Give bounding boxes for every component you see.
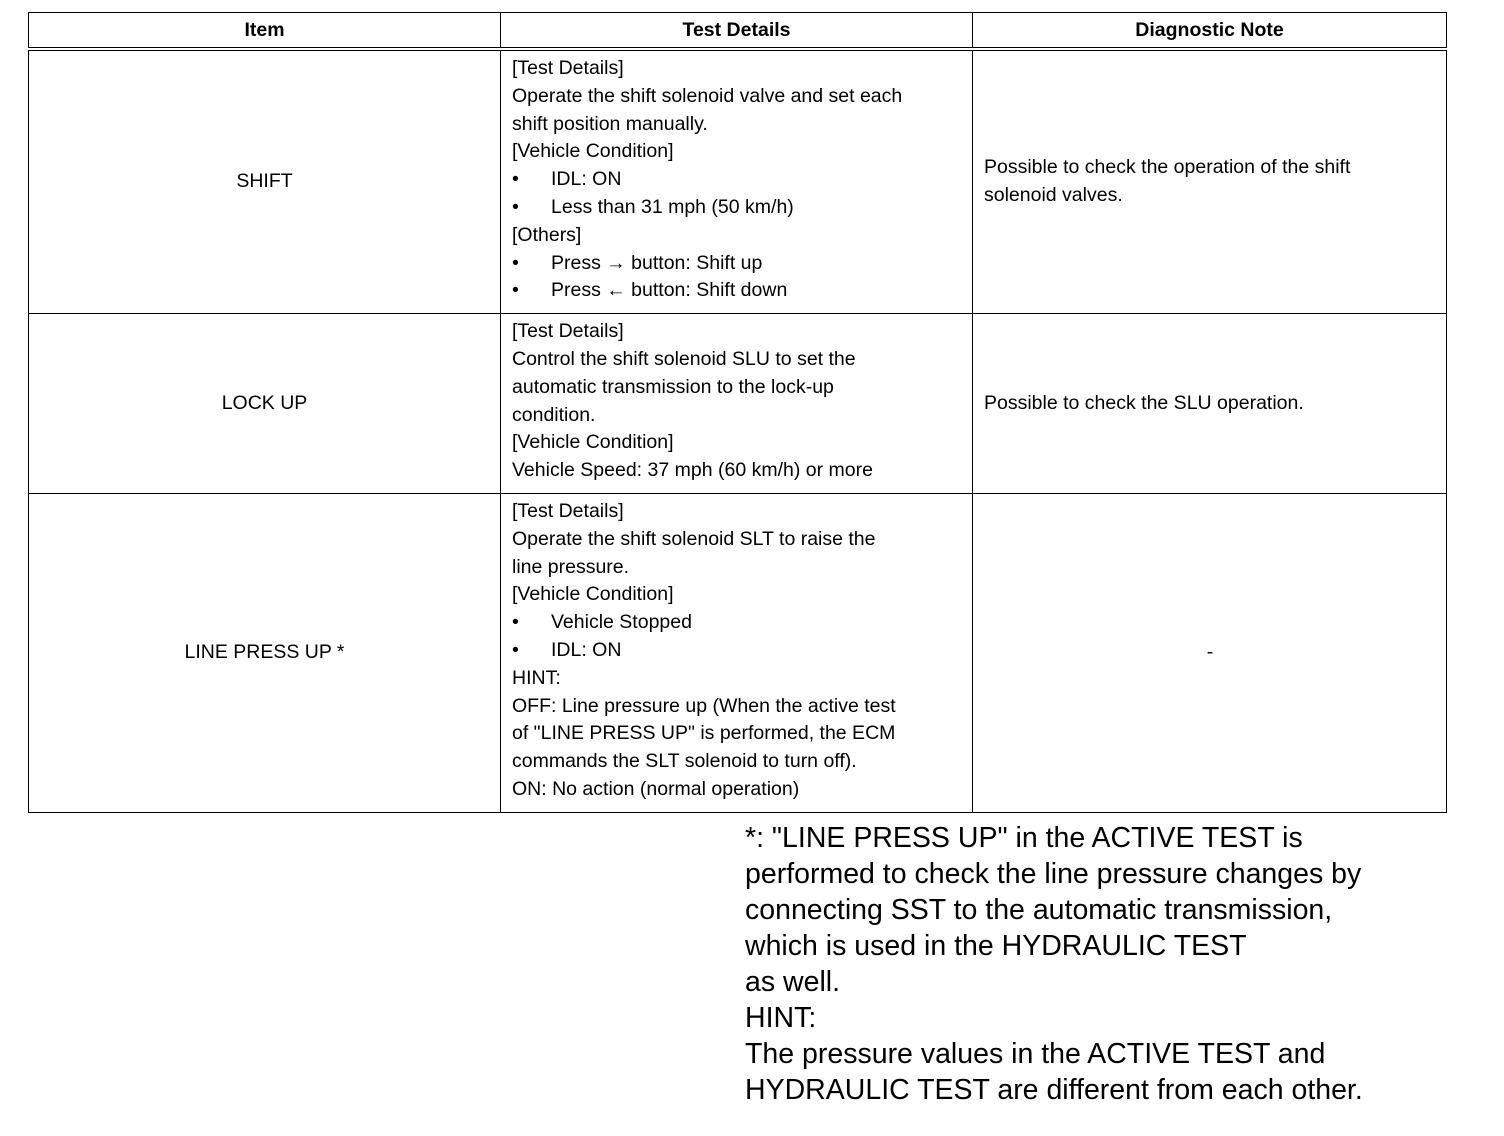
footnote-line: which is used in the HYDRAULIC TEST [745, 930, 1247, 962]
note-cell-lock-up [973, 314, 1447, 494]
note-text: - [1206, 640, 1214, 663]
test-details-text: shift position manually. [512, 112, 708, 135]
footnote-line: HYDRAULIC TEST are different from each other. [745, 1074, 1363, 1106]
test-details-text: automatic transmission to the lock-up [512, 375, 834, 398]
hint-text: of "LINE PRESS UP" is performed, the ECM [512, 722, 896, 745]
vehicle-condition-text: Vehicle Speed: 37 mph (60 km/h) or more [512, 459, 873, 482]
table-row [29, 314, 1447, 494]
vehicle-condition-bullet: • Less than 31 mph (50 km/h) [512, 194, 964, 222]
test-details-text: condition. [512, 403, 596, 426]
vehicle-condition-bullet: • IDL: ON [512, 166, 964, 194]
header-diagnostic-note: Diagnostic Note [973, 13, 1447, 50]
test-details-heading: [Test Details] [512, 499, 624, 522]
table-header-row [29, 13, 1447, 50]
details-cell-shift [501, 49, 973, 314]
others-heading: [Others] [512, 223, 582, 246]
others-bullet: • Press → button: Shift up [512, 250, 964, 278]
item-cell-shift: SHIFT [29, 49, 501, 314]
note-cell-shift [973, 49, 1447, 314]
note-text: solenoid valves. [984, 184, 1123, 207]
test-details-text: Operate the shift solenoid valve and set each [512, 84, 903, 107]
header-test-details: Test Details [501, 13, 973, 50]
vehicle-condition-heading: [Vehicle Condition] [512, 431, 674, 454]
details-cell-line-press-up [501, 493, 973, 812]
test-details-text: line pressure. [512, 555, 630, 578]
footnote-line: connecting SST to the automatic transmission, [745, 894, 1333, 926]
table-row [29, 493, 1447, 812]
test-details-heading: [Test Details] [512, 57, 624, 79]
vehicle-condition-bullet: • IDL: ON [512, 637, 964, 665]
note-cell-line-press-up [973, 493, 1447, 812]
item-cell-line-press-up: LINE PRESS UP * [29, 493, 501, 812]
footnote [745, 820, 1465, 1108]
header-item: Item [29, 13, 501, 50]
vehicle-condition-heading: [Vehicle Condition] [512, 140, 674, 163]
details-cell-lock-up [501, 314, 973, 494]
footnote-hint-heading: HINT: [745, 1002, 817, 1034]
hint-text: commands the SLT solenoid to turn off). [512, 750, 857, 773]
vehicle-condition-heading: [Vehicle Condition] [512, 583, 674, 606]
footnote-line: performed to check the line pressure changes by [745, 858, 1362, 890]
others-bullet: • Press ← button: Shift down [512, 277, 964, 305]
hint-heading: HINT: [512, 666, 561, 689]
test-details-heading: [Test Details] [512, 320, 624, 343]
item-cell-lock-up: LOCK UP [29, 314, 501, 494]
hint-text: ON: No action (normal operation) [512, 777, 800, 800]
footnote-line: The pressure values in the ACTIVE TEST and [745, 1038, 1326, 1070]
test-details-text: Control the shift solenoid SLU to set the [512, 347, 856, 370]
vehicle-condition-bullet: • Vehicle Stopped [512, 609, 964, 637]
hint-text: OFF: Line pressure up (When the active test [512, 694, 896, 717]
note-text: Possible to check the SLU operation. [984, 391, 1304, 414]
footnote-line: *: "LINE PRESS UP" in the ACTIVE TEST is [745, 822, 1303, 854]
table-row [29, 49, 1447, 314]
active-test-table [28, 12, 1447, 813]
test-details-text: Operate the shift solenoid SLT to raise the [512, 527, 876, 550]
note-text: Possible to check the operation of the shift [984, 156, 1351, 179]
footnote-line: as well. [745, 966, 841, 998]
